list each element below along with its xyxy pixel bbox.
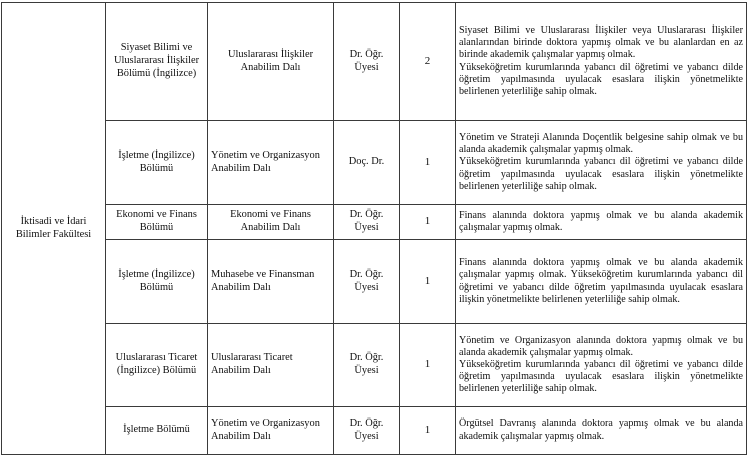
anabilim-name: Ekonomi ve Finans Anabilim Dalı [230,209,311,233]
requirements-cell [456,121,747,205]
table-row [2,121,747,205]
anabilim-cell [208,3,334,121]
anabilim-cell [208,407,334,455]
anabilim-name: Muhasebe ve Finansman Anabilim Dalı [211,268,315,293]
department-name: Uluslararası Ticaret (İngilizce) Bölümü [115,352,198,376]
count-cell [400,3,456,121]
requirements-cell [456,240,747,324]
anabilim-name: Uluslararası Ticaret Anabilim Dalı [211,352,293,376]
position-count: 1 [424,274,431,287]
faculty-cell [2,3,106,455]
table-row [2,3,747,121]
department-cell [106,3,208,121]
department-cell [106,121,208,205]
anabilim-cell [208,240,334,324]
requirements-cell [456,3,747,121]
department-name: Ekonomi ve Finans Bölümü [116,209,197,233]
requirement-text: Finans alanında doktora yapmış olmak ve bu alanda akademik çalışmalar yapmış olmak. Yükseköğretim kurumlarında yabancı dil öğretimi ve yabancı dilde öğretim yapılmasında uyulacak esaslara ilişkin yönetmelikte belirlenen yeterliliğe sahip olmak. [459,257,743,305]
count-cell [400,240,456,324]
anabilim-name: Yönetim ve Organizasyon Anabilim Dalı [211,417,320,442]
department-cell [106,407,208,455]
requirement-text: Yönetim ve Strateji Alanında Doçentlik belgesine sahip olmak ve bu alanda akademik çalışmalar yapmış olmak. [459,132,743,156]
requirements-cell [456,324,747,407]
anabilim-cell [208,121,334,205]
requirement-text: Siyaset Bilimi ve Uluslararası İlişkiler veya Uluslararası İlişkiler alanlarından birinde doktora yapmış olmak ve bu alanlardan en az birinde akademik çalışmalar yapmış olmak. [459,25,743,61]
requirement-text: Yönetim ve Organizasyon alanında doktora yapmış olmak ve bu alanda akademik çalışmalar yapmış olmak. [459,334,743,358]
requirement-text: Yükseköğretim kurumlarında yabancı dil öğretimi ve yabancı dilde öğretim yapılmasında uyulacak esaslara ilişkin yönetmelikte belirlenen yeterliliğe sahip olmak. [459,156,743,192]
table-row [2,324,747,407]
requirement-text: Yükseköğretim kurumlarında yabancı dil öğretimi ve yabancı dilde öğretim yapılmasında uyulacak esaslara ilişkin yönetmelikte belirlenen yeterliliğe sahip olmak. [459,358,743,395]
academic-title: Dr. Öğr. Üyesi [349,352,384,376]
anabilim-cell [208,324,334,407]
academic-title: Dr. Öğr. Üyesi [349,209,384,233]
title-cell [334,240,400,324]
anabilim-name: Uluslararası İlişkiler Anabilim Dalı [227,48,314,73]
title-cell [334,324,400,407]
position-count: 1 [424,358,431,371]
anabilim-cell [208,205,334,240]
position-count: 1 [424,215,431,228]
department-name: İşletme Bölümü [123,424,190,436]
faculty-name: İktisadi ve İdari Bilimler Fakültesi [15,215,92,240]
department-name: İşletme (İngilizce) Bölümü [118,268,195,293]
table-row [2,205,747,240]
position-count: 2 [424,54,431,67]
count-cell [400,205,456,240]
academic-title: Dr. Öğr. Üyesi [349,268,384,293]
count-cell [400,324,456,407]
title-cell [334,3,400,121]
title-cell [334,205,400,240]
department-cell [106,324,208,407]
department-name: Siyaset Bilimi ve Uluslararası İlişkiler Bölümü (İngilizce) [113,42,200,79]
anabilim-name: Yönetim ve Organizasyon Anabilim Dalı [211,149,320,174]
count-cell [400,407,456,455]
requirement-text: Yükseköğretim kurumlarında yabancı dil öğretimi ve yabancı dilde öğretim yapılmasında uyulacak esaslara ilişkin yönetmelikte belirlenen yeterliliğe sahip olmak. [459,61,743,97]
requirement-text: Finans alanında doktora yapmış olmak ve bu alanda akademik çalışmalar yapmış olmak. [459,209,743,233]
department-cell [106,205,208,240]
title-cell [334,121,400,205]
position-count: 1 [424,423,431,436]
table-row [2,240,747,324]
title-cell [334,407,400,455]
requirements-cell [456,205,747,240]
academic-title: Dr. Öğr. Üyesi [349,417,384,442]
academic-title: Dr. Öğr. Üyesi [349,48,384,73]
department-name: İşletme (İngilizce) Bölümü [118,149,195,174]
academic-title: Doç. Dr. [348,156,385,168]
position-count: 1 [424,155,431,168]
requirement-text: Örgütsel Davranış alanında doktora yapmış olmak ve bu alanda akademik çalışmalar yapmış olmak. [459,418,743,442]
requirements-cell [456,407,747,455]
staff-positions-table [1,2,747,455]
department-cell [106,240,208,324]
table-row [2,407,747,455]
count-cell [400,121,456,205]
